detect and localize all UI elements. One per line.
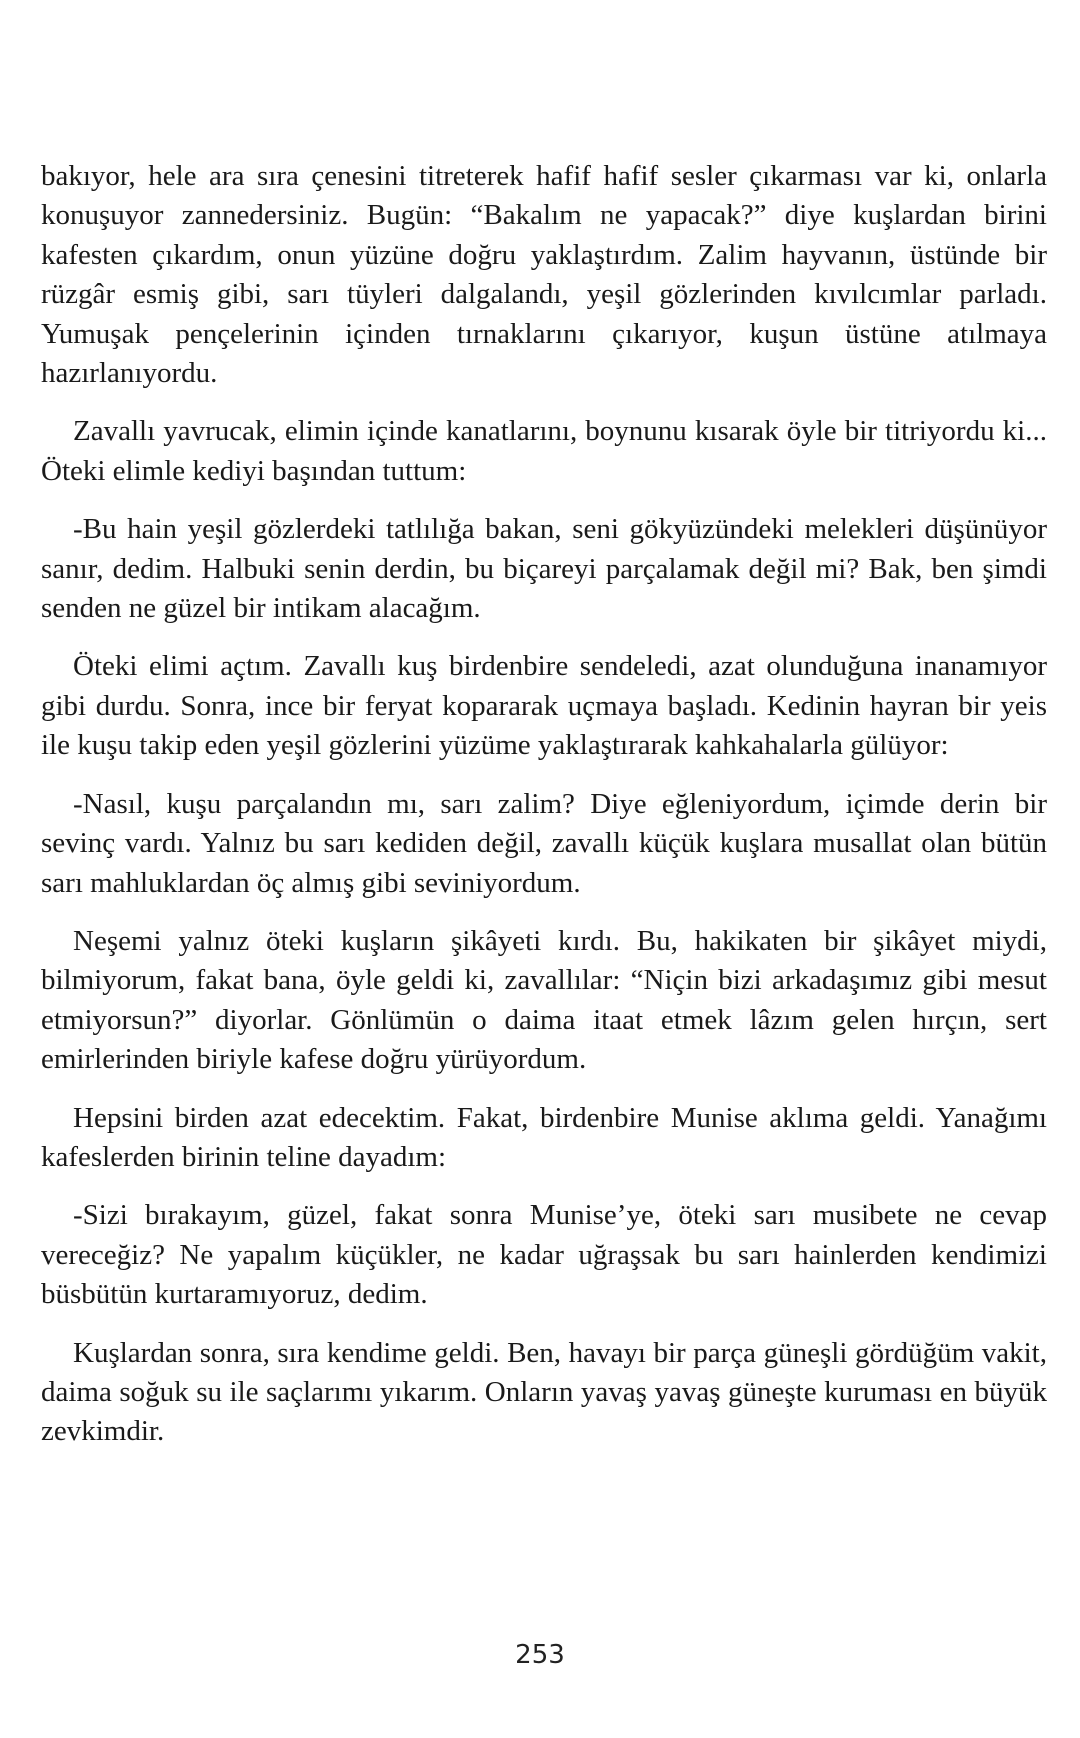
paragraph: Hepsini birden azat edecektim. Fakat, birdenbire Munise aklıma geldi. Yanağımı kafeslerden birinin teline dayadım: [41,1101,1047,1173]
paragraph: -Bu hain yeşil gözlerdeki tatlılığa bakan, seni gökyüzündeki melekleri düşünüyor sanır, dedim. Halbuki senin derdin, bu biçareyi parçalamak değil mi? Bak, ben şimdi senden ne güzel bir intikam alacağım. [41,513,1047,625]
paragraph: -Nasıl, kuşu parçalandın mı, sarı zalim? Diye eğleniyordum, içimde derin bir sevinç vardı. Yalnız bu sarı kediden değil, zavallı küçük kuşlara musallat olan bütün sarı mahluklardan öç almış gibi seviniyordum. [41,787,1047,899]
paragraph: Öteki elimi açtım. Zavallı kuş birdenbire sendeledi, azat olunduğuna inanamıyor gibi durdu. Sonra, ince bir feryat kopararak uçmaya başladı. Kedinin hayran bir yeis ile kuşu takip eden yeşil gözlerini yüzüme yaklaştırarak kahkahalarla gülüyor: [41,650,1047,762]
paragraph: Neşemi yalnız öteki kuşların şikâyeti kırdı. Bu, hakikaten bir şikâyet miydi, bilmiyorum, fakat bana, öyle geldi ki, zavallılar: “Niçin bizi arkadaşımız gibi mesut etmiyorsun?” diyorlar. Gönlümün o daima itaat etmek lâzım gelen hırçın, sert emirlerinden biriyle kafese doğru yürüyordum. [41,924,1047,1076]
paragraph: Kuşlardan sonra, sıra kendime geldi. Ben, havayı bir parça güneşli gördüğüm vakit, daima soğuk su ile saçlarımı yıkarım. Onların yavaş yavaş güneşte kuruması en büyük zevkimdir. [41,1336,1047,1448]
paragraph: bakıyor, hele ara sıra çenesini titreterek hafif hafif sesler çıkarması var ki, onlarla konuşuyor zannedersiniz. Bugün: “Bakalım ne yapacak?” diye kuşlardan birini kafesten çıkardım, onun yüzüne doğru yaklaştırdım. Zalim hayvanın, üstünde bir rüzgâr esmiş gibi, sarı tüyleri dalgalandı, yeşil gözlerinden kıvılcımlar parladı. Yumuşak pençelerinin içinden tırnaklarını çıkarıyor, kuşun üstüne atılmaya hazırlanıyordu. [41,160,1047,390]
page-body [41,157,1047,1471]
paragraph: -Sizi bırakayım, güzel, fakat sonra Munise’ye, öteki sarı musibete ne cevap vereceğiz? Ne yapalım küçükler, ne kadar uğraşsak bu sarı hainlerden kendimizi büsbütün kurtaramıyoruz, dedim. [41,1199,1047,1311]
paragraph: Zavallı yavrucak, elimin içinde kanatlarını, boynunu kısarak öyle bir titriyordu ki... Öteki elimle kediyi başından tuttum: [41,415,1047,487]
page-number: 253 [515,1640,565,1670]
